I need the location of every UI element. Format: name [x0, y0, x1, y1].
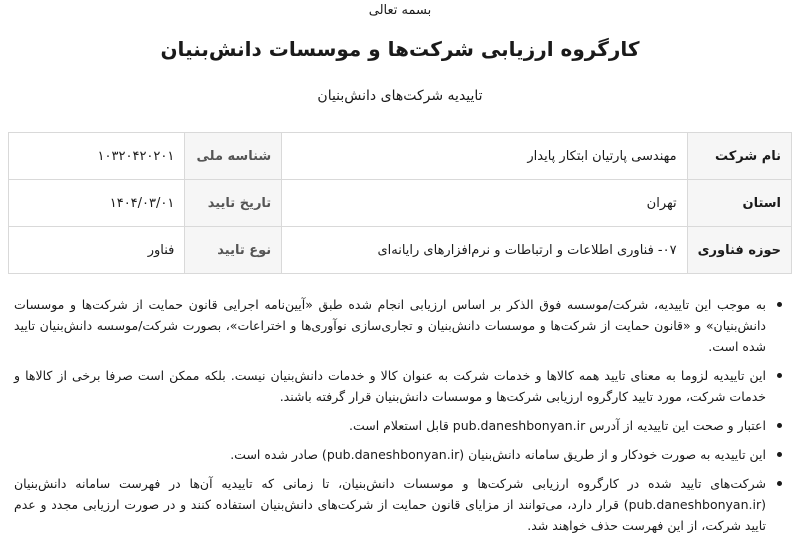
tech-field-label: حوزه فناوری [687, 227, 791, 274]
table-row [9, 133, 792, 180]
company-name-label: نام شرکت [687, 133, 791, 180]
list-item: به موجب این تاییدیه، شرکت/موسسه فوق الذکر بر اساس ارزیابی انجام شده طبق «آیین‌نامه اجرایی قانون حمایت از شرکت‌ها و موسسات دانش‌بنیان» و «قانون حمایت از شرکت‌ها و موسسات دانش‌بنیان و تجاری‌سازی نوآوری‌ها و اختراعات»، بصورت شرکت/موسسه دانش‌بنیان تایید شده است. [14, 294, 786, 357]
province-value: تهران [282, 180, 687, 227]
list-item: این تاییدیه به صورت خودکار و از طریق سامانه دانش‌بنیان (pub.daneshbonyan.ir) صادر شده است. [14, 444, 786, 465]
company-info-table [8, 132, 792, 274]
page-subtitle: تاییدیه شرکت‌های دانش‌بنیان [317, 88, 483, 104]
province-label: استان [687, 180, 791, 227]
approval-type-label: نوع تایید [185, 227, 282, 274]
approval-type-value: فناور [9, 227, 185, 274]
table-row [9, 180, 792, 227]
list-item: شرکت‌های تایید شده در کارگروه ارزیابی شرکت‌ها و موسسات دانش‌بنیان، تا زمانی که تاییدیه آن‌ها در فهرست سامانه دانش‌بنیان (pub.daneshbonyan.ir) قرار دارد، می‌توانند از مزایای قانون حمایت از شرکت‌های دانش‌بنیان استفاده کنند و در صورت ارزیابی مجدد و عدم تایید شرکت، از این فهرست حذف خواهند شد. [14, 473, 786, 536]
page-title: کارگروه ارزیابی شرکت‌ها و موسسات دانش‌بنیان [160, 37, 640, 61]
approval-date-value: ۱۴۰۴/۰۳/۰۱ [9, 180, 185, 227]
table-row [9, 227, 792, 274]
company-name-value: مهندسی پارتیان ابتکار پایدار [282, 133, 687, 180]
national-id-value: ۱۰۳۲۰۴۲۰۲۰۱ [9, 133, 185, 180]
list-item: این تاییدیه لزوما به معنای تایید همه کالاها و خدمات شرکت به عنوان کالا و خدمات دانش‌بنیان نیست. بلکه ممکن است صرفا برخی از کالاها و خدمات شرکت، مورد تایید کارگروه ارزیابی شرکت‌ها و موسسات دانش‌بنیان قرار گرفته باشند. [14, 365, 786, 407]
national-id-label: شناسه ملی [185, 133, 282, 180]
list-item: اعتبار و صحت این تاییدیه از آدرس pub.daneshbonyan.ir قابل استعلام است. [14, 415, 786, 436]
tech-field-value: ۰۷- فناوری اطلاعات و ارتباطات و نرم‌افزارهای رایانه‌ای [282, 227, 687, 274]
notes-list [14, 294, 786, 544]
approval-date-label: تاریخ تایید [185, 180, 282, 227]
bismillah-heading: بسمه تعالی [368, 3, 432, 18]
